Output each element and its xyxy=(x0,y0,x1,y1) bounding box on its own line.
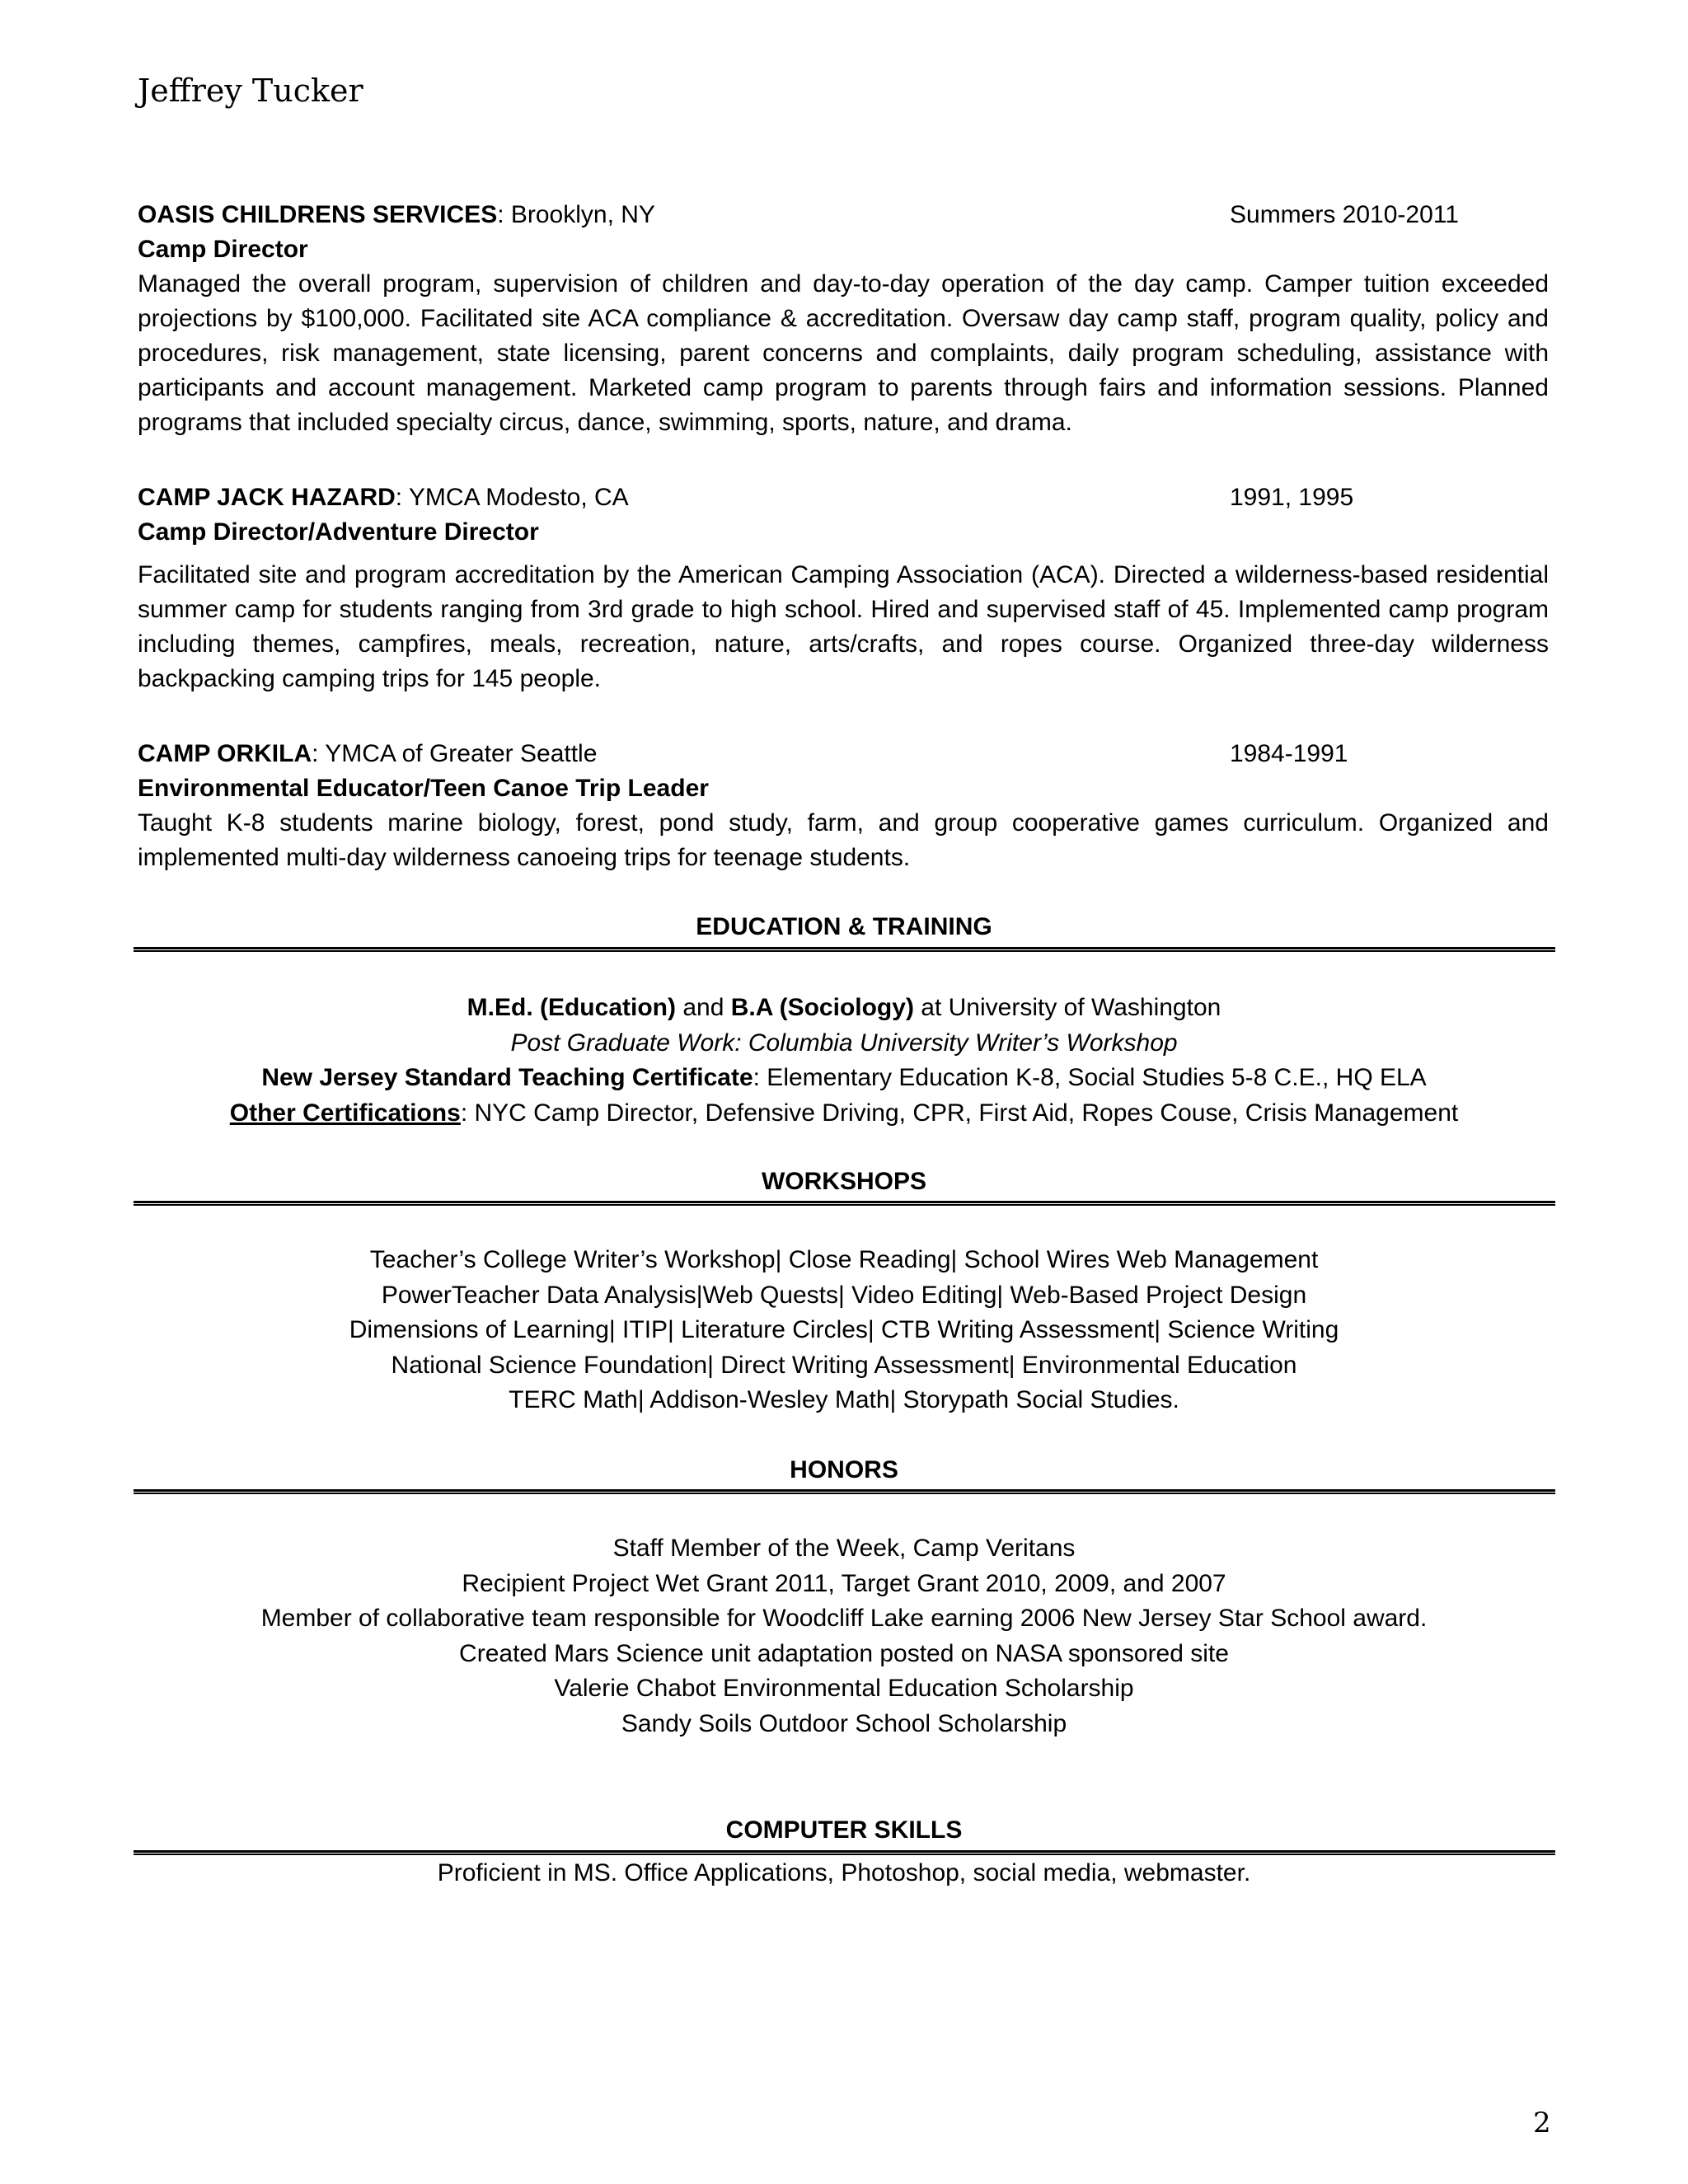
job-description: Facilitated site and program accreditation by the American Camping Association (ACA). Directed a wilderness-based residential summer camp for students ranging from 3rd grade to high school. Hired and supervised staff of 45. Implemented camp program including themes, campfires, meals, recreation, nature, arts/crafts, and ropes course. Organized three-day wilderness backpacking camping trips for 145 people. xyxy=(138,561,1549,692)
job-dates: Summers 2010-2011 xyxy=(1230,201,1459,228)
honor-line: Created Mars Science unit adaptation posted on NASA sponsored site xyxy=(459,1639,1229,1667)
job-title: Environmental Educator/Teen Canoe Trip Leader xyxy=(138,775,709,802)
job-description: Taught K-8 students marine biology, forest, pond study, farm, and group cooperative games curriculum. Organized and implemented multi-day wilderness canoeing trips for teenage students. xyxy=(138,809,1549,871)
job-entry xyxy=(138,198,1549,440)
job-title: Camp Director xyxy=(138,236,308,263)
certificate-line xyxy=(0,1061,1688,1096)
other-cert-value: : NYC Camp Director, Defensive Driving, CPR, First Aid, Ropes Couse, Crisis Management xyxy=(460,1099,1459,1127)
job-location: : YMCA of Greater Seattle xyxy=(312,740,598,767)
job-location: : Brooklyn, NY xyxy=(497,201,655,228)
job-description: Managed the overall program, supervision of children and day-to-day operation of the day camp. Camper tuition exceeded projections by $100,000. Facilitated site ACA compliance & accreditation. Oversaw day camp staff, program quality, policy and procedures, risk management, state licensing, parent concerns and complaints, daily program scheduling, assistance with participants and account management. Marketed camp program to parents through fairs and information sessions. Planned programs that included specialty circus, dance, swimming, sports, nature, and drama. xyxy=(138,270,1549,436)
page-number: 2 xyxy=(1533,2107,1551,2139)
job-org: OASIS CHILDRENS SERVICES xyxy=(138,201,498,228)
honor-line: Staff Member of the Week, Camp Veritans xyxy=(612,1535,1076,1562)
section-divider xyxy=(134,1489,1555,1494)
section-divider xyxy=(134,1850,1555,1855)
honors-block xyxy=(0,1531,1688,1741)
honor-line: Valerie Chabot Environmental Education Scholarship xyxy=(554,1675,1134,1702)
other-cert-label: Other Certifications xyxy=(229,1099,461,1127)
job-dates: 1984-1991 xyxy=(1230,740,1348,767)
education-block xyxy=(0,991,1688,1131)
honor-line: Member of collaborative team responsible for Woodcliff Lake earning 2006 New Jersey Star School award. xyxy=(260,1605,1428,1632)
job-header xyxy=(138,737,1549,771)
other-cert-line xyxy=(0,1096,1688,1132)
job-title: Camp Director/Adventure Director xyxy=(138,518,539,546)
degree-ba: B.A (Sociology) xyxy=(730,994,914,1021)
workshop-line: PowerTeacher Data Analysis|Web Quests| Video Editing| Web-Based Project Design xyxy=(381,1281,1307,1309)
postgrad-line: Post Graduate Work: Columbia University Writer’s Workshop xyxy=(510,1029,1178,1057)
section-heading-workshops: WORKSHOPS xyxy=(761,1168,926,1195)
workshop-line: Teacher’s College Writer’s Workshop| Close Reading| School Wires Web Management xyxy=(369,1246,1319,1273)
certificate-value: : Elementary Education K-8, Social Studies 5-8 C.E., HQ ELA xyxy=(753,1064,1427,1091)
section-heading-computer: COMPUTER SKILLS xyxy=(725,1816,963,1844)
degree-connector: and xyxy=(675,994,731,1021)
header-name: Jeffrey Tucker xyxy=(138,73,363,109)
job-location: : YMCA Modesto, CA xyxy=(395,484,629,511)
section-divider xyxy=(134,947,1555,952)
section-divider xyxy=(134,1201,1555,1206)
section-heading-education: EDUCATION & TRAINING xyxy=(696,913,992,940)
job-header xyxy=(138,480,1549,515)
degree-line xyxy=(0,991,1688,1026)
job-org: CAMP JACK HAZARD xyxy=(138,484,396,511)
computer-skills-text: Proficient in MS. Office Applications, Photoshop, social media, webmaster. xyxy=(437,1859,1251,1886)
job-entry xyxy=(138,737,1549,875)
workshop-line: TERC Math| Addison-Wesley Math| Storypath Social Studies. xyxy=(509,1386,1179,1413)
workshops-block xyxy=(0,1243,1688,1418)
section-heading-honors: HONORS xyxy=(790,1456,898,1483)
job-entry xyxy=(138,480,1549,696)
certificate-label: New Jersey Standard Teaching Certificate xyxy=(261,1064,753,1091)
workshop-line: National Science Foundation| Direct Writing Assessment| Environmental Education xyxy=(391,1351,1297,1379)
job-org: CAMP ORKILA xyxy=(138,740,312,767)
job-header xyxy=(138,198,1549,232)
job-dates: 1991, 1995 xyxy=(1230,484,1354,511)
degree-school: at University of Washington xyxy=(913,994,1221,1021)
degree-med: M.Ed. (Education) xyxy=(467,994,676,1021)
honor-line: Recipient Project Wet Grant 2011, Target Grant 2010, 2009, and 2007 xyxy=(462,1569,1226,1597)
workshop-line: Dimensions of Learning| ITIP| Literature Circles| CTB Writing Assessment| Science Writing xyxy=(349,1316,1339,1343)
honor-line: Sandy Soils Outdoor School Scholarship xyxy=(621,1709,1067,1737)
